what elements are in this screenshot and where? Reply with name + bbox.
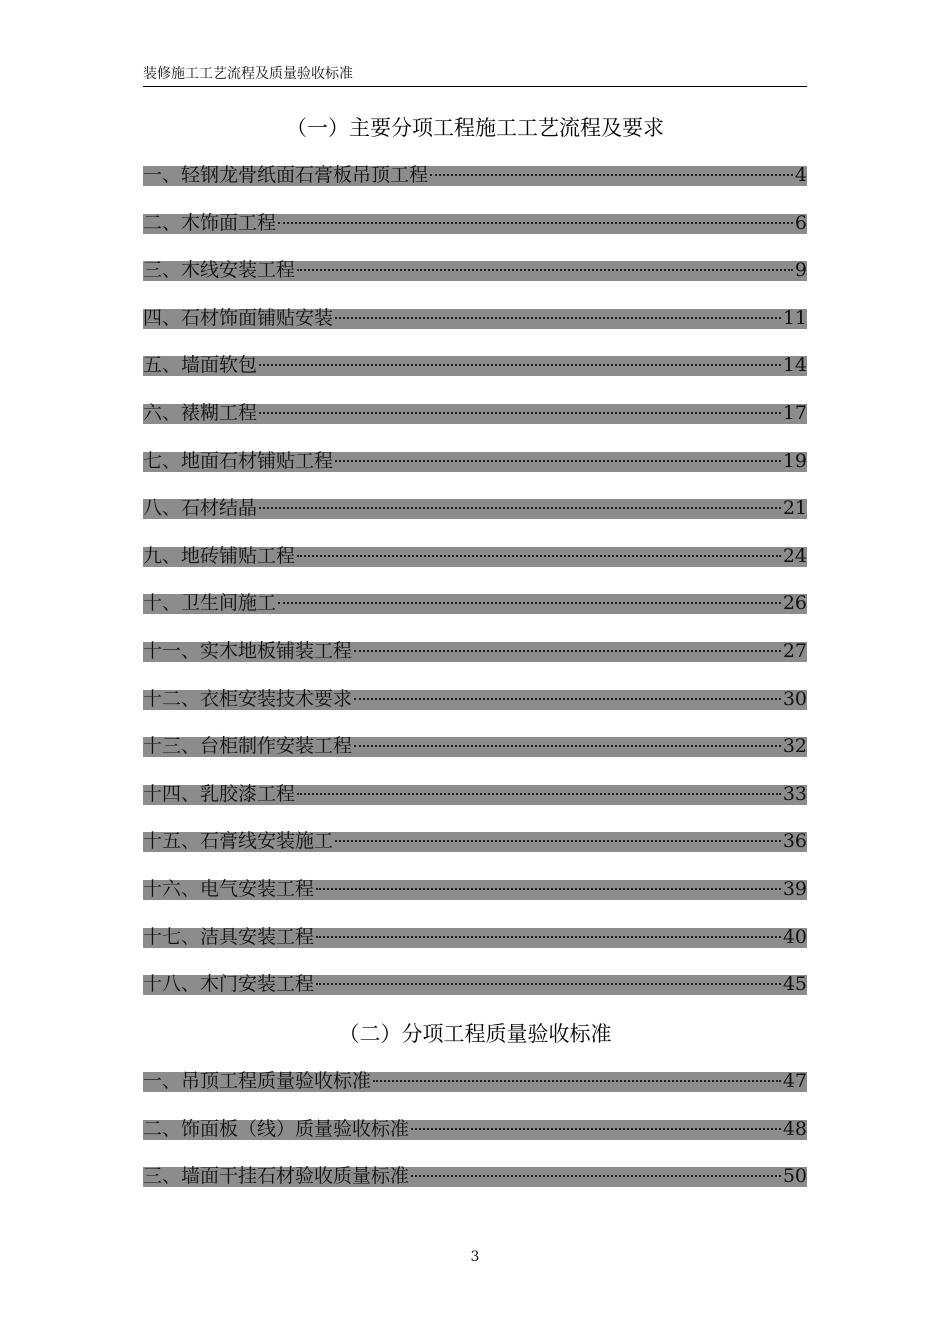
toc-list-2 <box>143 1062 807 1205</box>
dot-leader <box>411 1128 781 1130</box>
dot-leader <box>297 555 781 557</box>
toc-entry-text <box>143 686 807 712</box>
toc-entry-label: 十三、台柜制作安装工程 <box>143 735 353 758</box>
toc-entry-label: 三、墙面干挂石材验收质量标准 <box>143 1165 410 1188</box>
dot-leader <box>335 317 781 319</box>
toc-entry-page: 30 <box>782 687 807 710</box>
toc-entry[interactable] <box>143 822 807 870</box>
toc-entry-label: 二、木饰面工程 <box>143 211 277 234</box>
toc-entry-label: 六、裱糊工程 <box>143 401 258 424</box>
header-title: 装修施工工艺流程及质量验收标准 <box>143 66 353 82</box>
toc-entry[interactable] <box>143 442 807 490</box>
toc-entry-label: 一、轻钢龙骨纸面石膏板吊顶工程 <box>143 164 429 186</box>
toc-entry-page: 14 <box>782 354 807 377</box>
toc-entry[interactable] <box>143 156 807 204</box>
toc-entry-text <box>143 210 807 236</box>
toc-entry-page: 48 <box>782 1117 807 1140</box>
toc-entry-page: 17 <box>782 401 807 424</box>
dot-leader <box>278 222 793 224</box>
toc-entry-text <box>143 590 807 616</box>
dot-leader <box>335 460 781 462</box>
toc-entry-page: 21 <box>782 497 807 520</box>
toc-entry-label: 十四、乳胶漆工程 <box>143 782 296 805</box>
running-header <box>143 64 807 87</box>
toc-entry-page: 50 <box>782 1165 807 1188</box>
dot-leader <box>259 364 781 366</box>
toc-entry-text <box>143 1116 807 1142</box>
toc-entry-page: 24 <box>782 544 807 567</box>
toc-entry-page: 11 <box>782 306 807 329</box>
toc-entry-label: 二、饰面板（线）质量验收标准 <box>143 1117 410 1140</box>
toc-entry-text <box>143 924 807 950</box>
toc-entry-label: 九、地砖铺贴工程 <box>143 544 296 567</box>
dot-leader <box>297 269 793 271</box>
toc-entry[interactable] <box>143 251 807 299</box>
toc-entry-label: 十八、木门安装工程 <box>143 973 315 996</box>
toc-entry[interactable] <box>143 965 807 1013</box>
toc-entry-page: 4 <box>794 164 807 186</box>
toc-entry[interactable] <box>143 394 807 442</box>
toc-entry-label: 一、吊顶工程质量验收标准 <box>143 1070 372 1092</box>
toc-entry-label: 四、石材饰面铺贴安装 <box>143 306 334 329</box>
toc-entry-page: 45 <box>782 973 807 996</box>
toc-entry-label: 十一、实木地板铺装工程 <box>143 639 353 662</box>
dot-leader <box>297 793 781 795</box>
toc-entry-text <box>143 828 807 854</box>
toc-entry-label: 七、地面石材铺贴工程 <box>143 449 334 472</box>
toc-entry-text <box>143 733 807 759</box>
toc-entry-text <box>143 400 807 426</box>
toc-entry-page: 26 <box>782 592 807 615</box>
toc-entry-page: 6 <box>794 211 807 234</box>
toc-entry[interactable] <box>143 727 807 775</box>
toc-entry[interactable] <box>143 680 807 728</box>
toc-entry[interactable] <box>143 537 807 585</box>
section-title-1: （一）主要分项工程施工工艺流程及要求 <box>286 116 664 140</box>
toc-entry[interactable] <box>143 584 807 632</box>
toc-entry-label: 八、石材结晶 <box>143 497 258 520</box>
section-title-2: （二）分项工程质量验收标准 <box>338 1022 612 1046</box>
toc-entry-label: 十七、洁具安装工程 <box>143 925 315 948</box>
toc-entry-page: 19 <box>782 449 807 472</box>
dot-leader <box>316 983 781 985</box>
toc-entry[interactable] <box>143 1157 807 1205</box>
toc-entry[interactable] <box>143 918 807 966</box>
toc-entry[interactable] <box>143 632 807 680</box>
toc-entry-page: 27 <box>782 639 807 662</box>
toc-entry-text <box>143 781 807 807</box>
toc-entry-label: 三、木线安装工程 <box>143 259 296 282</box>
toc-entry-text <box>143 162 807 188</box>
toc-entry[interactable] <box>143 299 807 347</box>
toc-entry[interactable] <box>143 1110 807 1158</box>
toc-entry-page: 36 <box>782 830 807 853</box>
toc-entry-text <box>143 495 807 521</box>
toc-entry-text <box>143 257 807 283</box>
dot-leader <box>373 1080 781 1082</box>
toc-entry-page: 32 <box>782 735 807 758</box>
dot-leader <box>354 745 781 747</box>
toc-list-1 <box>143 156 807 1013</box>
toc-entry-text <box>143 352 807 378</box>
toc-entry-page: 9 <box>794 259 807 282</box>
toc-entry-text <box>143 448 807 474</box>
dot-leader <box>278 602 781 604</box>
toc-entry-label: 十五、石膏线安装施工 <box>143 830 334 853</box>
toc-entry[interactable] <box>143 346 807 394</box>
toc-entry-text <box>143 1163 807 1189</box>
dot-leader <box>354 650 781 652</box>
dot-leader <box>430 174 793 176</box>
toc-entry-text <box>143 876 807 902</box>
dot-leader <box>354 698 781 700</box>
toc-entry[interactable] <box>143 1062 807 1110</box>
toc-entry[interactable] <box>143 870 807 918</box>
toc-entry-text <box>143 638 807 664</box>
toc-entry-label: 十、卫生间施工 <box>143 592 277 615</box>
dot-leader <box>316 888 781 890</box>
page-number: 3 <box>470 1249 480 1265</box>
dot-leader <box>316 936 781 938</box>
toc-entry-page: 39 <box>782 877 807 900</box>
toc-entry-page: 47 <box>782 1070 807 1092</box>
toc-entry[interactable] <box>143 775 807 823</box>
toc-entry-label: 十二、衣柜安装技术要求 <box>143 687 353 710</box>
dot-leader <box>259 507 781 509</box>
toc-entry[interactable] <box>143 489 807 537</box>
dot-leader <box>259 412 781 414</box>
toc-entry-label: 十六、电气安装工程 <box>143 877 315 900</box>
toc-entry-text <box>143 305 807 331</box>
toc-entry-page: 40 <box>782 925 807 948</box>
toc-entry-text <box>143 971 807 997</box>
dot-leader <box>411 1175 781 1177</box>
toc-entry[interactable] <box>143 204 807 252</box>
toc-entry-text <box>143 1068 807 1094</box>
dot-leader <box>335 840 781 842</box>
toc-entry-page: 33 <box>782 782 807 805</box>
toc-entry-label: 五、墙面软包 <box>143 354 258 377</box>
toc-entry-text <box>143 543 807 569</box>
